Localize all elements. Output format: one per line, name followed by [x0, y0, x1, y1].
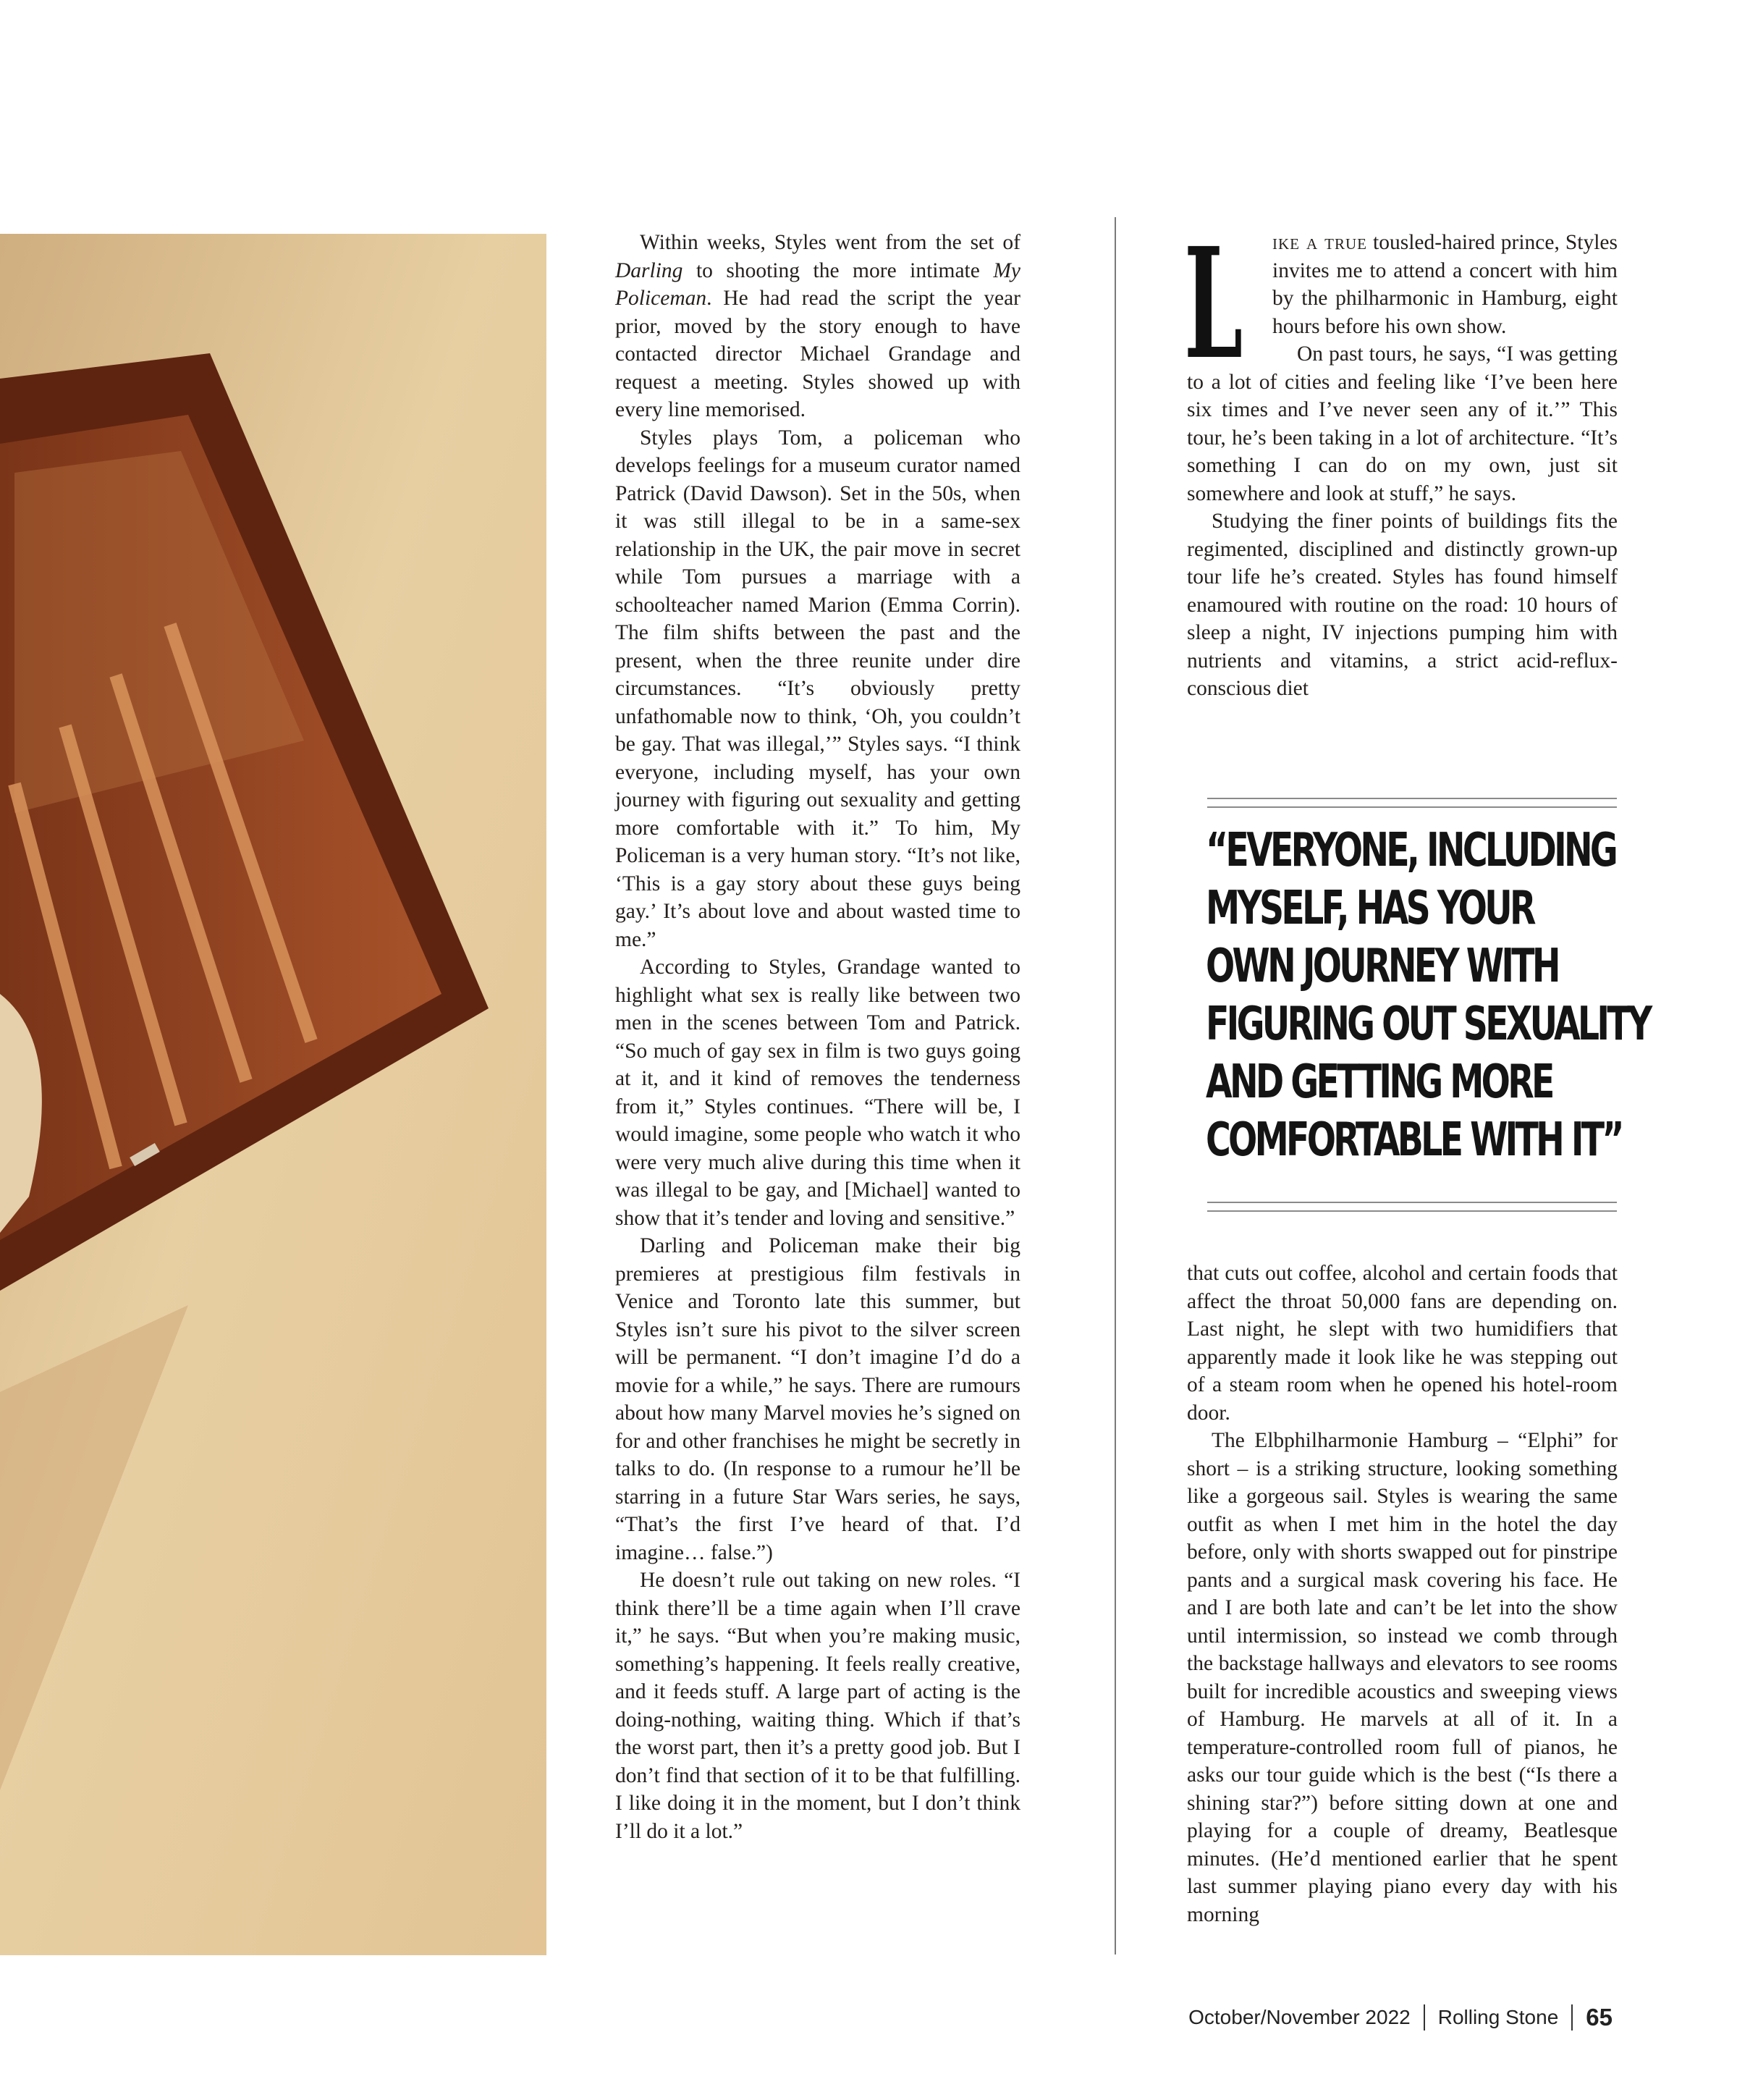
- lead-smallcaps: ike a true: [1272, 231, 1368, 254]
- photo-illustration: [0, 234, 546, 1955]
- paragraph-6: On past tours, he says, “I was getting to a lot of cities and feeling like ‘I’ve been here six times and I’ve never seen any of it.’” This tour, he’s been taking in a lot of architecture. “It’s something I can do on my own, just sit somewhere and look at stuff,” he says.: [1187, 342, 1618, 505]
- page-number: 65: [1586, 2004, 1613, 2031]
- article-column-right-bottom: [1187, 1260, 1618, 1928]
- paragraph-8: that cuts out coffee, alcohol and certain foods that affect the throat 50,000 fans are depending on. Last night, he slept with two humidifiers that apparently made it look like he was stepping out of a steam room when he opened his hotel-room door.: [1187, 1262, 1618, 1425]
- paragraph-7: Studying the finer points of buildings fits the regimented, disciplined and distinctly grown-up tour life he’s created. Styles has found himself enamoured with routine on the road: 10 hours of sleep a night, IV injections pumping him with nutrients and vitamins, a strict acid-reflux-conscious diet: [1187, 510, 1618, 700]
- column-divider: [1115, 217, 1116, 1954]
- issue-date: October/November 2022: [1188, 2006, 1411, 2028]
- pull-quote: [1206, 822, 1650, 1169]
- paragraph-3: According to Styles, Grandage wanted to highlight what sex is really like between two men in the scenes between Tom and Patrick. “So much of gay sex in film is two guys going at it, and it kind of removes the tenderness from it,” Styles continues. “There will be, I would imagine, some people who watch it who were very much alive during this time when it was illegal to be gay, and [Michael] wanted to show that it’s tender and loving and sensitive.”: [615, 956, 1020, 1230]
- drop-cap: L: [1184, 214, 1240, 393]
- paragraph-1: Within weeks, Styles went from the set of Darling to shooting the more intimate My Policeman. He had read the script the year prior, moved by the story enough to have contacted director Michael Grandage and request a meeting. Styles showed up with every line memorised.: [615, 231, 1020, 421]
- pull-quote-line: “EVERYONE, INCLUDING: [1206, 824, 1616, 877]
- pull-quote-rule-top: [1207, 798, 1617, 815]
- paragraph-9: The Elbphilharmonie Hamburg – “Elphi” for short – is a striking structure, looking something like a gorgeous sail. Styles is wearing the same outfit as when I met him in the hotel the day before, only with shorts swapped out for pinstripe pants and a surgical mask covering his face. He and I are both late and can’t be let into the show until intermission, so instead we comb through the backstage hallways and elevators to see rooms built for incredible acoustics and sweeping views of Hamburg. He marvels at all of it. In a temperature-controlled room full of pianos, he asks our tour guide which is the best (“Is there a shining star?”) before sitting down at one and playing for a couple of dreamy, Beatlesque minutes. (He’d mentioned earlier that he spent last summer playing piano every day with his morning: [1187, 1429, 1618, 1926]
- paragraph-2: Styles plays Tom, a policeman who develops feelings for a museum curator named Patrick (David Dawson). Set in the 50s, when it was still illegal to be in a same-sex relationship in the UK, the pair move in secret while Tom pursues a marriage with a schoolteacher named Marion (Emma Corrin). The film shifts between the past and the present, when the three reunite under dire circumstances. “It’s obviously pretty unfathomable now to think, ‘Oh, you couldn’t be gay. That was illegal,’” Styles says. “I think everyone, including myself, has your own journey with figuring out sexuality and getting more comfortable with it.” To him, My Policeman is a very human story. “It’s not like, ‘This is a gay story about these guys being gay.’ It’s about love and about wasted time to me.”: [615, 426, 1020, 951]
- article-column-right-top: [1184, 214, 1618, 703]
- article-column-left: [615, 229, 1020, 1845]
- lead-text: tousled-haired prince, Styles invites me to attend a concert with him by the philharmonic in Hamburg, eight hours before his own show.: [1272, 231, 1618, 338]
- pull-quote-line: OWN JOURNEY WITH: [1206, 940, 1558, 993]
- magazine-name: Rolling Stone: [1437, 2006, 1559, 2028]
- footer-divider: [1571, 2004, 1573, 2031]
- page-footer: [1188, 2004, 1613, 2031]
- paragraph-5: He doesn’t rule out taking on new roles. “I think there’ll be a time again when I’ll crave it,” he says. “But when you’re making music, something’s happening. It feels really creative, and it feeds stuff. A large part of acting is the doing-nothing, waiting thing. Which if that’s the worst part, then it’s a pretty good job. But I don’t find that section of it to be that fulfilling. I like doing it in the moment, but I don’t think I’ll do it a lot.”: [615, 1569, 1020, 1843]
- pull-quote-line: FIGURING OUT SEXUALITY: [1206, 998, 1650, 1051]
- pull-quote-line: AND GETTING MORE: [1206, 1055, 1552, 1109]
- footer-divider: [1424, 2004, 1425, 2031]
- lead-paragraph: [1184, 214, 1618, 393]
- pull-quote-line: COMFORTABLE WITH IT”: [1206, 1113, 1622, 1167]
- photo-mirror-cabinet: [0, 234, 546, 1955]
- paragraph-4: Darling and Policeman make their big premieres at prestigious film festivals in Venice and Toronto late this summer, but Styles isn’t sure his pivot to the silver screen will be permanent. “I don’t imagine I’d do a movie for a while,” he says. There are rumours about how many Marvel movies he’s signed on for and other franchises he might be secretly in talks to do. (In response to a rumour he’ll be starring in a future Star Wars series, he says, “That’s the first I’ve heard of that. I’d imagine… false.”): [615, 1234, 1020, 1564]
- pull-quote-line: MYSELF, HAS YOUR: [1206, 882, 1534, 935]
- pull-quote-rule-bottom: [1207, 1202, 1617, 1219]
